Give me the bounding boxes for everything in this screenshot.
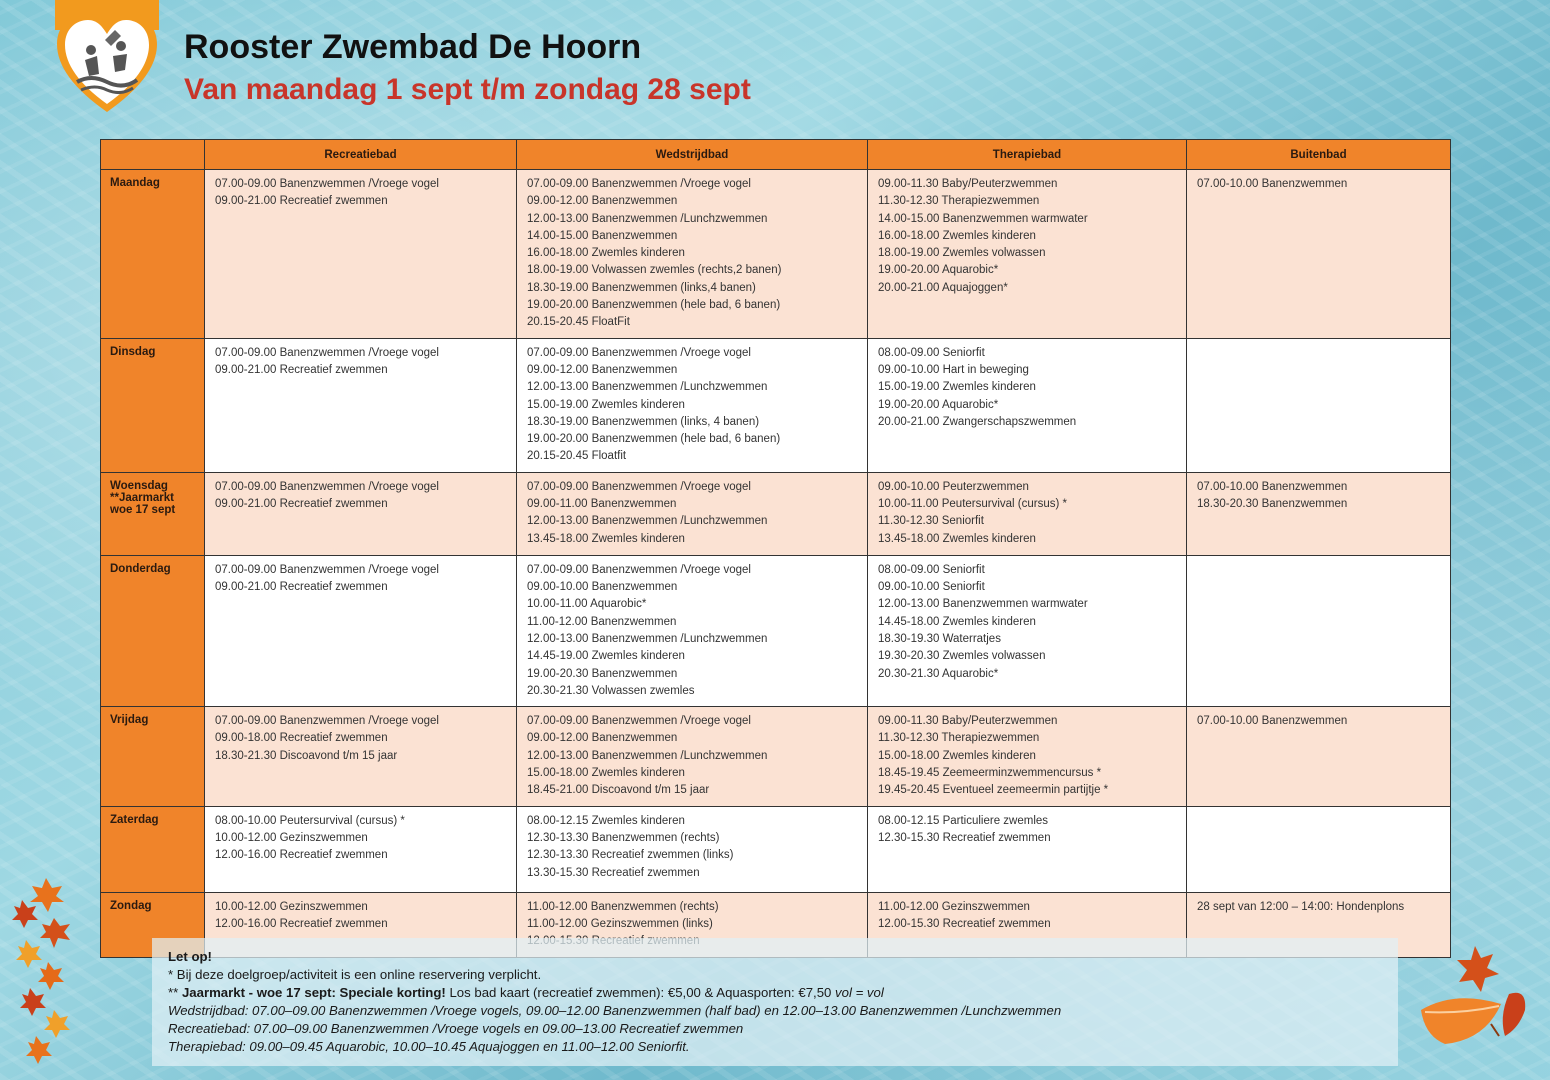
schedule-entry: 09.00-12.00 Banenzwemmen [527, 363, 678, 376]
schedule-entry: 07.00-09.00 Banenzwemmen /Vroege vogel [527, 178, 751, 190]
notes-reservation: * Bij deze doelgroep/activiteit is een online reservering verplicht. [168, 967, 542, 982]
notes-jaarmarkt-prefix: ** [168, 985, 182, 1000]
column-header-day [101, 140, 205, 170]
day-label [101, 338, 205, 472]
schedule-entry: 11.00-12.00 Gezinszwemmen [878, 900, 1030, 913]
schedule-entry: 09.00-18.00 Recreatief zwemmen [215, 732, 388, 745]
schedule-cell [868, 707, 1187, 806]
schedule-cell [868, 170, 1187, 339]
table-row [101, 555, 1451, 706]
schedule-entry: 09.00-21.00 Recreatief zwemmen [215, 195, 388, 208]
table-row [101, 472, 1451, 555]
schedule-entry: 19.00-20.00 Aquarobic* [878, 264, 999, 277]
schedule-entry: 28 sept van 12:00 – 14:00: Hondenplons [1197, 900, 1405, 913]
schedule-entry: 08.00-09.00 Seniorfit [878, 346, 985, 359]
column-header: Therapiebad [868, 140, 1187, 170]
schedule-entry: 09.00-10.00 Peuterzwemmen [878, 480, 1029, 493]
schedule-entry: 10.00-12.00 Gezinszwemmen [215, 831, 368, 844]
schedule-entry: 19.00-20.30 Banenzwemmen [527, 667, 678, 680]
schedule-entry: 15.00-19.00 Zwemles kinderen [878, 381, 1036, 394]
day-label-line: Vrijdag [110, 714, 149, 727]
schedule-cell [205, 170, 517, 339]
schedule-cell [1187, 338, 1451, 472]
day-label [101, 170, 205, 339]
schedule-entry: 14.45-18.00 Zwemles kinderen [878, 615, 1036, 628]
schedule-entry: 12.00-13.00 Banenzwemmen warmwater [878, 598, 1088, 611]
schedule-entry: 09.00-21.00 Recreatief zwemmen [215, 498, 388, 511]
schedule-entry: 14.45-19.00 Zwemles kinderen [527, 650, 685, 663]
notes-jaarmarkt-text: Los bad kaart (recreatief zwemmen): €5,00 & Aquasporten: €7,50 [445, 985, 836, 1000]
schedule-entry: 11.00-12.00 Gezinszwemmen (links) [527, 917, 713, 930]
schedule-entry: 12.30-13.30 Banenzwemmen (rechts) [527, 831, 720, 844]
schedule-entry: 14.00-15.00 Banenzwemmen [527, 229, 678, 242]
day-label-line: woe 17 sept [110, 503, 176, 516]
schedule-cell [1187, 555, 1451, 706]
schedule-cell [205, 555, 517, 706]
schedule-entry: 19.00-20.00 Aquarobic* [878, 398, 999, 411]
notes-box [152, 938, 1398, 1066]
schedule-cell [517, 472, 868, 555]
schedule-entry: 11.30-12.30 Therapiezwemmen [878, 195, 1040, 208]
schedule-cell [205, 806, 517, 892]
schedule-entry: 09.00-12.00 Banenzwemmen [527, 195, 678, 208]
schedule-entry: 10.00-11.00 Aquarobic* [527, 598, 647, 611]
schedule-table [100, 139, 1451, 958]
schedule-entry: 09.00-10.00 Banenzwemmen [527, 581, 678, 594]
schedule-entry: 12.00-16.00 Recreatief zwemmen [215, 849, 388, 862]
schedule-entry: 20.15-20.45 Floatfit [527, 450, 627, 463]
table-row [101, 707, 1451, 806]
schedule-entry: 15.00-18.00 Zwemles kinderen [878, 749, 1036, 762]
schedule-cell [205, 472, 517, 555]
day-label-line: Woensdag [110, 479, 168, 492]
schedule-entry: 07.00-09.00 Banenzwemmen /Vroege vogel [215, 715, 439, 728]
schedule-entry: 15.00-19.00 Zwemles kinderen [527, 398, 685, 411]
schedule-cell [205, 338, 517, 472]
swimmers-heart-logo-icon [55, 0, 159, 120]
notes-heading: Let op! [168, 949, 212, 964]
schedule-entry: 12.00-13.00 Banenzwemmen /Lunchzwemmen [527, 632, 768, 645]
schedule-entry: 09.00-12.00 Banenzwemmen [527, 732, 678, 745]
schedule-entry: 07.00-09.00 Banenzwemmen /Vroege vogel [215, 178, 439, 190]
page-subtitle: Van maandag 1 sept t/m zondag 28 sept [184, 73, 751, 106]
schedule-cell [205, 707, 517, 806]
column-header: Buitenbad [1187, 140, 1451, 170]
column-header: Recreatiebad [205, 140, 517, 170]
table-row [101, 806, 1451, 892]
schedule-entry: 18.30-19.30 Waterratjes [878, 632, 1001, 645]
logo [55, 0, 159, 120]
schedule-entry: 18.45-21.00 Discoavond t/m 15 jaar [527, 784, 710, 797]
schedule-entry: 10.00-12.00 Gezinszwemmen [215, 900, 368, 913]
schedule-entry: 12.00-15.30 Recreatief zwemmen [878, 917, 1051, 930]
schedule-entry: 09.00-10.00 Seniorfit [878, 581, 985, 594]
schedule-entry: 11.00-12.00 Banenzwemmen (rechts) [527, 900, 719, 913]
schedule-entry: 07.00-09.00 Banenzwemmen /Vroege vogel [527, 480, 751, 493]
schedule-entry: 20.30-21.30 Aquarobic* [878, 667, 999, 680]
schedule-entry: 07.00-09.00 Banenzwemmen /Vroege vogel [527, 346, 751, 359]
table-header-row [101, 140, 1451, 170]
day-label [101, 707, 205, 806]
day-label-line: Zaterdag [110, 813, 159, 826]
schedule-entry: 07.00-09.00 Banenzwemmen /Vroege vogel [527, 563, 751, 576]
schedule-entry: 07.00-09.00 Banenzwemmen /Vroege vogel [215, 346, 439, 359]
schedule-entry: 12.30-13.30 Recreatief zwemmen (links) [527, 849, 734, 862]
schedule-cell [1187, 472, 1451, 555]
table-row [101, 170, 1451, 339]
schedule-body [101, 170, 1451, 958]
schedule-entry: 19.00-20.00 Banenzwemmen (hele bad, 6 banen) [527, 433, 781, 446]
schedule-cell [517, 707, 868, 806]
schedule-entry: 12.00-13.00 Banenzwemmen /Lunchzwemmen [527, 515, 768, 528]
schedule-entry: 20.00-21.00 Zwangerschapszwemmen [878, 415, 1077, 428]
schedule-entry: 18.00-19.00 Zwemles volwassen [878, 247, 1046, 260]
day-label-line: **Jaarmarkt [110, 491, 174, 504]
schedule-entry: 18.30-19.00 Banenzwemmen (links, 4 banen) [527, 415, 760, 428]
schedule-entry: 18.30-20.30 Banenzwemmen [1197, 498, 1348, 511]
schedule-cell [868, 806, 1187, 892]
schedule-entry: 09.00-11.30 Baby/Peuterzwemmen [878, 715, 1058, 728]
schedule-entry: 12.00-13.00 Banenzwemmen /Lunchzwemmen [527, 749, 768, 762]
schedule-entry: 10.00-11.00 Peutersurvival (cursus) * [878, 498, 1067, 511]
schedule-entry: 19.45-20.45 Eventueel zeemeermin partijtje * [878, 784, 1109, 797]
day-label-line: Maandag [110, 177, 160, 189]
schedule-entry: 08.00-12.15 Particuliere zwemles [878, 814, 1049, 827]
schedule-entry: 09.00-21.00 Recreatief zwemmen [215, 363, 388, 376]
schedule-entry: 15.00-18.00 Zwemles kinderen [527, 767, 685, 780]
schedule-entry: 09.00-10.00 Hart in beweging [878, 363, 1029, 376]
schedule-entry: 18.30-21.30 Discoavond t/m 15 jaar [215, 749, 398, 762]
schedule-cell [1187, 806, 1451, 892]
schedule-entry: 11.00-12.00 Banenzwemmen [527, 615, 677, 628]
schedule-entry: 13.30-15.30 Recreatief zwemmen [527, 866, 700, 879]
day-label-line: Dinsdag [110, 345, 156, 358]
schedule-entry: 09.00-21.00 Recreatief zwemmen [215, 581, 388, 594]
schedule-entry: 19.00-20.00 Banenzwemmen (hele bad, 6 banen) [527, 299, 781, 312]
schedule-entry: 12.30-15.30 Recreatief zwemmen [878, 831, 1051, 844]
schedule-cell [1187, 170, 1451, 339]
autumn-leaves-left-icon [8, 870, 78, 1070]
schedule-entry: 13.45-18.00 Zwemles kinderen [878, 532, 1036, 545]
notes-therapiebad: Therapiebad: 09.00–09.45 Aquarobic, 10.00–10.45 Aquajoggen en 11.00–12.00 Seniorfit. [168, 1039, 690, 1054]
schedule-cell [517, 555, 868, 706]
schedule-entry: 08.00-12.15 Zwemles kinderen [527, 814, 685, 827]
schedule-cell [868, 472, 1187, 555]
notes-recreatiebad: Recreatiebad: 07.00–09.00 Banenzwemmen /Vroege vogels en 09.00–13.00 Recreatief zwemmen [168, 1021, 744, 1036]
schedule-entry: 09.00-11.30 Baby/Peuterzwemmen [878, 178, 1058, 190]
schedule-entry: 20.00-21.00 Aquajoggen* [878, 281, 1008, 294]
schedule-entry: 18.45-19.45 Zeemeerminzwemmencursus * [878, 767, 1102, 780]
schedule-entry: 11.30-12.30 Seniorfit [878, 515, 984, 528]
schedule-cell [868, 338, 1187, 472]
schedule-entry: 18.30-19.00 Banenzwemmen (links,4 banen) [527, 281, 756, 294]
notes-jaarmarkt [168, 984, 1382, 1002]
schedule-cell [1187, 707, 1451, 806]
schedule-cell [868, 555, 1187, 706]
schedule-cell [517, 338, 868, 472]
day-label [101, 472, 205, 555]
day-label-line: Zondag [110, 899, 152, 912]
schedule-entry: 11.30-12.30 Therapiezwemmen [878, 732, 1040, 745]
day-label-line: Donderdag [110, 562, 171, 575]
schedule-entry: 18.00-19.00 Volwassen zwemles (rechts,2 banen) [527, 264, 782, 277]
day-label [101, 806, 205, 892]
schedule-entry: 07.00-10.00 Banenzwemmen [1197, 715, 1348, 728]
schedule-entry: 19.30-20.30 Zwemles volwassen [878, 650, 1046, 663]
column-header: Wedstrijdbad [517, 140, 868, 170]
schedule-entry: 12.00-16.00 Recreatief zwemmen [215, 917, 388, 930]
notes-jaarmarkt-italic: vol = vol [835, 985, 884, 1000]
notes-jaarmarkt-bold: Jaarmarkt - woe 17 sept: Speciale korting! [181, 985, 446, 1000]
schedule-entry: 20.30-21.30 Volwassen zwemles [527, 684, 695, 697]
schedule-entry: 12.00-13.00 Banenzwemmen /Lunchzwemmen [527, 381, 768, 394]
schedule-entry: 08.00-09.00 Seniorfit [878, 563, 985, 576]
page-title: Rooster Zwembad De Hoorn [184, 28, 642, 66]
schedule-entry: 13.45-18.00 Zwemles kinderen [527, 532, 685, 545]
table-row [101, 338, 1451, 472]
schedule-entry: 07.00-09.00 Banenzwemmen /Vroege vogel [527, 715, 751, 728]
day-label [101, 555, 205, 706]
schedule-entry: 07.00-10.00 Banenzwemmen [1197, 178, 1348, 190]
schedule-entry: 16.00-18.00 Zwemles kinderen [878, 229, 1036, 242]
schedule-cell [517, 170, 868, 339]
schedule-entry: 07.00-09.00 Banenzwemmen /Vroege vogel [215, 563, 439, 576]
schedule-entry: 14.00-15.00 Banenzwemmen warmwater [878, 212, 1088, 225]
schedule-entry: 07.00-10.00 Banenzwemmen [1197, 480, 1348, 493]
schedule-entry: 16.00-18.00 Zwemles kinderen [527, 247, 685, 260]
schedule-cell [517, 806, 868, 892]
schedule-entry: 09.00-11.00 Banenzwemmen [527, 498, 677, 511]
schedule-entry: 12.00-13.00 Banenzwemmen /Lunchzwemmen [527, 212, 768, 225]
schedule-entry: 20.15-20.45 FloatFit [527, 316, 630, 329]
notes-wedstrijdbad: Wedstrijdbad: 07.00–09.00 Banenzwemmen /Vroege vogels, 09.00–12.00 Banenzwemmen (half bad) en 12.00–13.00 Banenzwemmen /Lunchzwemmen [168, 1003, 1062, 1018]
schedule-entry: 07.00-09.00 Banenzwemmen /Vroege vogel [215, 480, 439, 493]
schedule-entry: 08.00-10.00 Peutersurvival (cursus) * [215, 814, 405, 827]
autumn-leaves-right-icon [1415, 940, 1535, 1060]
